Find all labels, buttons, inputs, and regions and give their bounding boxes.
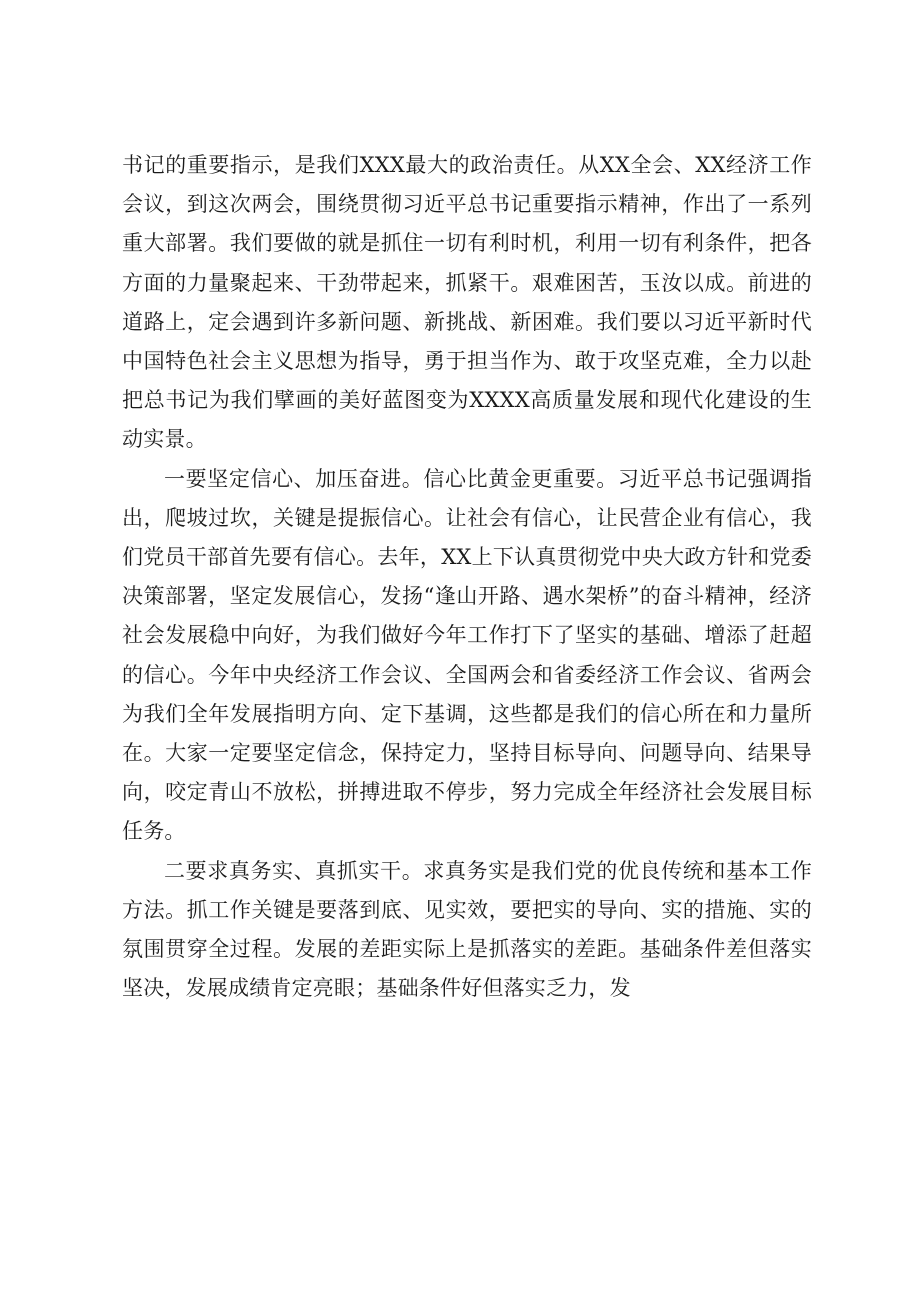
document-body: [122, 146, 812, 1008]
paragraph-1: 书记的重要指示，是我们XXX最大的政治责任。从XX全会、XX经济工作会议，到这次两会，围绕贯彻习近平总书记重要指示精神，作出了一系列重大部署。我们要做的就是抓住一切有利时机，利用一切有利条件，把各方面的力量聚起来、干劲带起来，抓紧干。艰难困苦，玉汝以成。前进的道路上，定会遇到许多新问题、新挑战、新困难。我们要以习近平新时代中国特色社会主义思想为指导，勇于担当作为、敢于攻坚克难，全力以赴把总书记为我们擘画的美好蓝图变为XXXX高质量发展和现代化建设的生动实景。: [122, 153, 812, 452]
paragraph-2: 一要坚定信心、加压奋进。信心比黄金更重要。习近平总书记强调指出，爬坡过坎，关键是提振信心。让社会有信心，让民营企业有信心，我们党员干部首先要有信心。去年，XX上下认真贯彻党中央大政方针和党委决策部署，坚定发展信心，发扬“逢山开路、遇水架桥”的奋斗精神，经济社会发展稳中向好，为我们做好今年工作打下了坚实的基础、增添了赶超的信心。今年中央经济工作会议、全国两会和省委经济工作会议、省两会为我们全年发展指明方向、定下基调，这些都是我们的信心所在和力量所在。大家一定要坚定信念，保持定力，坚持目标导向、问题导向、结果导向，咬定青山不放松，拼搏进取不停步，努力完成全年经济社会发展目标任务。: [122, 466, 812, 844]
paragraph-3: 二要求真务实、真抓实干。求真务实是我们党的优良传统和基本工作方法。抓工作关键是要落到底、见实效，要把实的导向、实的措施、实的氛围贯穿全过程。发展的差距实际上是抓落实的差距。基础条件差但落实坚决，发展成绩肯定亮眼；基础条件好但落实乏力，发: [122, 858, 812, 1001]
